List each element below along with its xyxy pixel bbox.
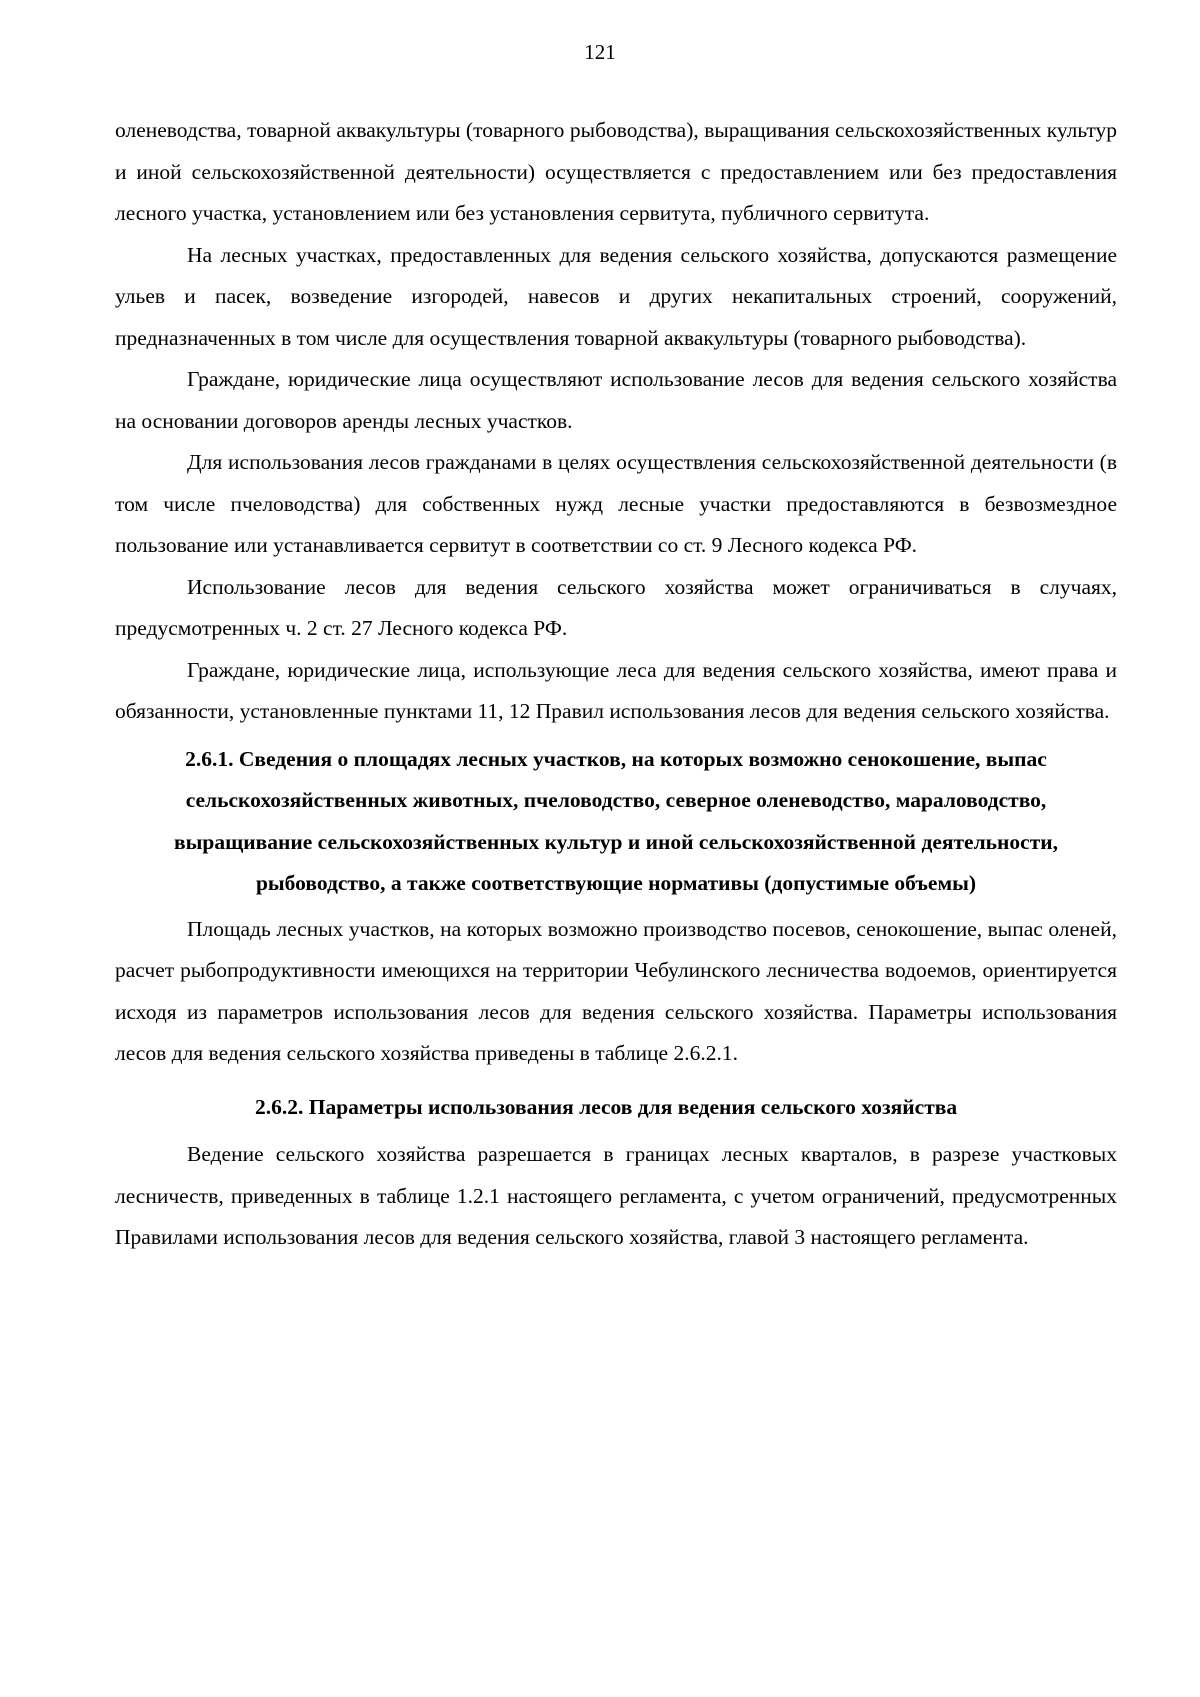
paragraph-rights-obligations: Граждане, юридические лица, использующие леса для ведения сельского хозяйства, имеют права и обязанности, установленные пунктами 11, 12 Правил использования лесов для ведения сельского хозяйства. — [115, 657, 1117, 723]
paragraph-section-2-6-2: Ведение сельского хозяйства разрешается в границах лесных кварталов, в разрезе участковых лесничеств, приведенных в таблице 1.2.1 настоящего регламента, с учетом ограничений, предусмотренных Правилами использования лесов для ведения сельского хозяйства, главой 3 настоящего регламента. — [115, 1142, 1117, 1249]
page-number: 121 — [584, 40, 616, 64]
paragraph-restrictions: Использование лесов для ведения сельского хозяйства может ограничиваться в случаях, предусмотренных ч. 2 ст. 27 Лесного кодекса РФ. — [115, 574, 1117, 640]
paragraph-lease-agreements: Граждане, юридические лица осуществляют использование лесов для ведения сельского хозяйства на основании договоров аренды лесных участков. — [115, 367, 1117, 433]
section-heading-2-6-2: 2.6.2. Параметры использования лесов для ведения сельского хозяйства — [255, 1094, 958, 1119]
paragraph-free-use: Для использования лесов гражданами в целях осуществления сельскохозяйственной деятельности (в том числе пчеловодства) для собственных нужд лесные участки предоставляются в безвозмездное пользование или устанавливается сервитут в соответствии со ст. 9 Лесного кодекса РФ. — [115, 450, 1117, 557]
paragraph-beehives: На лесных участках, предоставленных для ведения сельского хозяйства, допускаются размещение ульев и пасек, возведение изгородей, навесов и других некапитальных строений, сооружений, предназначенных в том числе для осуществления товарной аквакультуры (товарного рыбоводства). — [115, 242, 1117, 350]
document-body — [115, 110, 1117, 1259]
paragraph-section-2-6-1: Площадь лесных участков, на которых возможно производство посевов, сенокошение, выпас оленей, расчет рыбопродуктивности имеющихся на территории Чебулинского лесничества водоемов, ориентируется исходя из параметров использования лесов для ведения сельского хозяйства. Параметры использования лесов для ведения сельского хозяйства приведены в таблице 2.6.2.1. — [115, 916, 1117, 1065]
section-heading-2-6-1: 2.6.1. Сведения о площадях лесных участков, на которых возможно сенокошение, выпас сельскохозяйственных животных, пчеловодство, северное оленеводство, мараловодство, выращивание сельскохозяйственных культур и иной сельскохозяйственной деятельности, рыбоводство, а также соответствующие нормативы (допустимые объемы) — [173, 746, 1059, 895]
paragraph-continuation: оленеводства, товарной аквакультуры (товарного рыбоводства), выращивания сельскохозяйственных культур и иной сельскохозяйственной деятельности) осуществляется с предоставлением или без предоставления лесного участка, установлением или без установления сервитута, публичного сервитута. — [115, 118, 1117, 225]
